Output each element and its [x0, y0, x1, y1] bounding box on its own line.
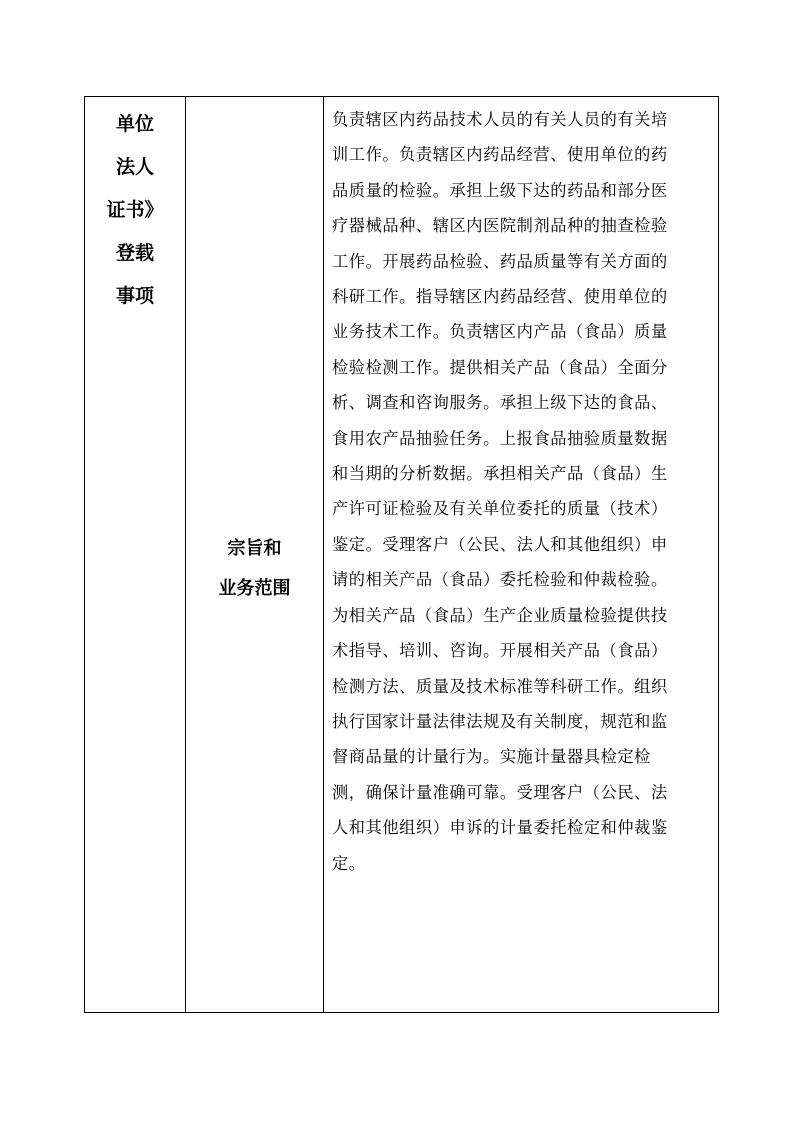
category-label-line: 事项 — [115, 285, 154, 307]
category-label-line: 单位 — [115, 113, 154, 135]
text-line: 定。 — [332, 853, 366, 873]
field-label-line: 宗旨和 — [227, 537, 282, 559]
text-line: 食用农产品抽验任务。上报食品抽验质量数据 — [332, 428, 668, 448]
business-scope-text — [332, 102, 712, 881]
text-line: 执行国家计量法律法规及有关制度，规范和监 — [332, 711, 668, 731]
text-line: 业务技术工作。负责辖区内产品（食品）质量 — [332, 322, 668, 342]
registration-table — [84, 96, 719, 1013]
text-line: 鉴定。受理客户（公民、法人和其他组织）申 — [332, 534, 668, 554]
text-line: 科研工作。指导辖区内药品经营、使用单位的 — [332, 287, 668, 307]
text-line: 品质量的检验。承担上级下达的药品和部分医 — [332, 180, 668, 200]
text-line: 析、调查和咨询服务。承担上级下达的食品、 — [332, 393, 668, 413]
text-line: 负责辖区内药品技术人员的有关人员的有关培 — [332, 110, 668, 129]
table-row — [85, 97, 719, 1013]
text-line: 人和其他组织）申诉的计量委托检定和仲裁鉴 — [332, 818, 668, 838]
text-line: 训工作。负责辖区内药品经营、使用单位的药 — [332, 145, 668, 165]
category-label-line: 登载 — [115, 242, 154, 264]
text-line: 工作。开展药品检验、药品质量等有关方面的 — [332, 251, 668, 271]
text-line: 测，确保计量准确可靠。受理客户（公民、法 — [332, 782, 668, 802]
text-line: 为相关产品（食品）生产企业质量检验提供技 — [332, 605, 668, 625]
text-line: 督商品量的计量行为。实施计量器具检定检 — [332, 747, 651, 767]
text-line: 疗器械品种、辖区内医院制剂品种的抽查检验 — [332, 216, 668, 236]
text-line: 产许可证检验及有关单位委托的质量（技术） — [332, 499, 668, 519]
field-label — [186, 501, 323, 609]
text-line: 术指导、培训、咨询。开展相关产品（食品） — [332, 641, 668, 661]
category-label-cell — [85, 97, 186, 1013]
text-line: 和当期的分析数据。承担相关产品（食品）生 — [332, 464, 668, 484]
category-label — [85, 97, 185, 318]
text-line: 请的相关产品（食品）委托检验和仲裁检验。 — [332, 570, 668, 590]
field-label-line: 业务范围 — [218, 577, 291, 599]
text-line: 检测方法、质量及技术标准等科研工作。组织 — [332, 676, 668, 696]
text-line: 检验检测工作。提供相关产品（食品）全面分 — [332, 357, 668, 377]
field-value-cell — [324, 97, 719, 1013]
category-label-line: 证书》 — [106, 199, 164, 221]
category-label-line: 法人 — [115, 156, 154, 178]
field-label-cell — [186, 97, 324, 1013]
